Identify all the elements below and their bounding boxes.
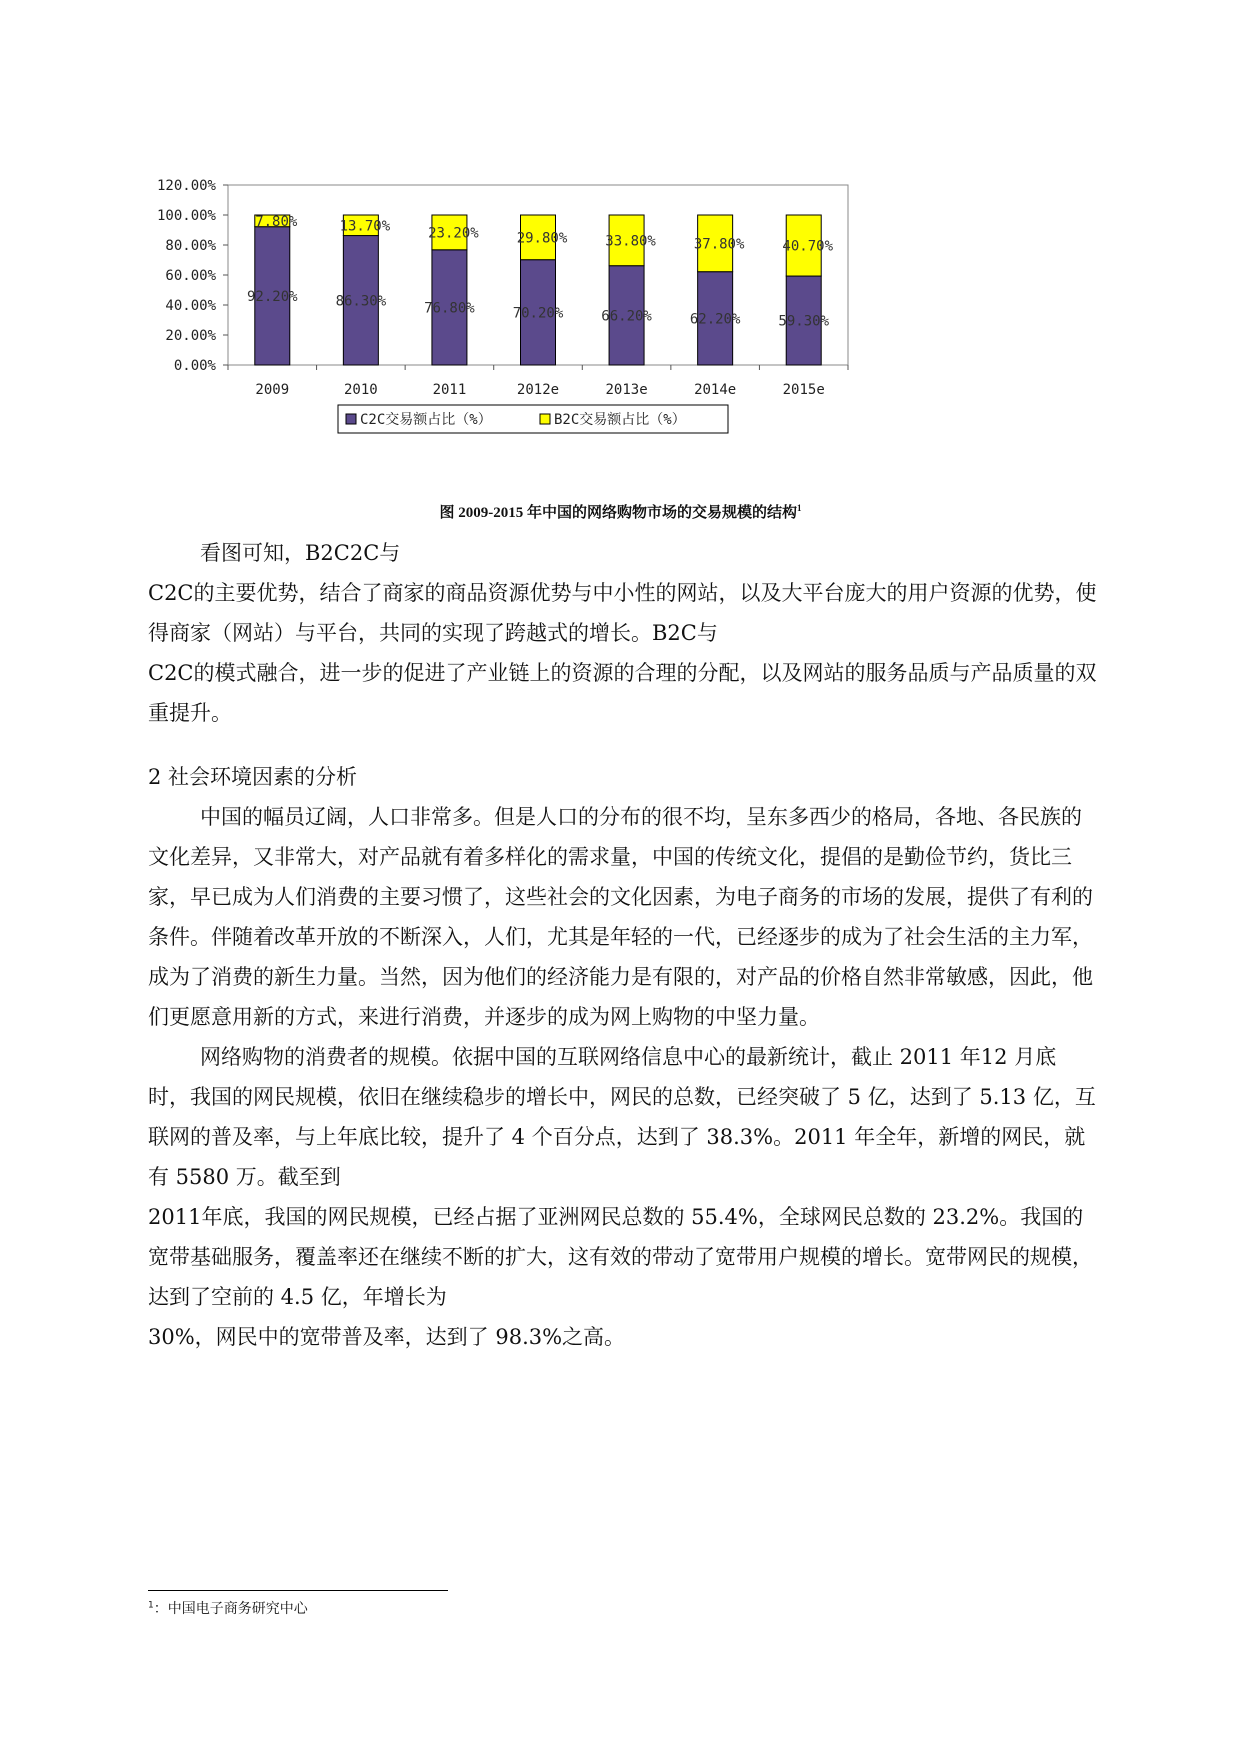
- footnote-divider: [148, 1590, 448, 1591]
- data-label-b2c: 33.80%: [605, 233, 656, 250]
- footnote-ref: 1: [148, 1600, 154, 1611]
- data-label-b2c: 23.20%: [428, 225, 479, 242]
- data-label-c2c: 62.20%: [689, 311, 741, 328]
- data-label-b2c: 7.80%: [255, 213, 298, 230]
- data-label-b2c: 40.70%: [782, 238, 834, 255]
- data-label-c2c: 70.20%: [512, 305, 564, 322]
- y-tick-label: 40.00%: [165, 298, 216, 314]
- data-label-b2c: 29.80%: [516, 230, 568, 247]
- paragraph: 网络购物的消费者的规模。依据中国的互联网络信息中心的最新统计，截止 2011 年12 月底时，我国的网民规模，依旧在继续稳步的增长中，网民的总数，已经突破了 5 亿，达到了 5.13 亿，互联网的普及率，与上年底比较，提升了 4 个百分点，达到了 38.3%。2011 年全年，新增的网民，就有 5580 万。截至到: [148, 1045, 1096, 1189]
- x-tick-label: 2012e: [516, 382, 560, 398]
- data-label-c2c: 76.80%: [424, 300, 475, 317]
- x-tick-label: 2013e: [605, 382, 648, 398]
- figure-caption: [0, 501, 1241, 522]
- paragraph: 2011年底，我国的网民规模，已经占据了亚洲网民总数的 55.4%，全球网民总数的 23.2%。我国的宽带基础服务，覆盖率还在继续不断的扩大，这有效的带动了宽带用户规模的增长。宽带网民的规模，达到了空前的 4.5 亿，年增长为: [148, 1205, 1093, 1309]
- caption-footnote-ref: 1: [797, 503, 802, 513]
- paragraph: C2C的主要优势，结合了商家的商品资源优势与中小性的网站，以及大平台庞大的用户资源的优势，使得商家（网站）与平台，共同的实现了跨越式的增长。B2C与: [148, 581, 1097, 645]
- x-tick-label: 2010: [343, 382, 378, 398]
- footnote-text: ：中国电子商务研究中心: [153, 1601, 308, 1617]
- legend-swatch-c2c: [346, 414, 356, 424]
- paragraph-gap: [148, 733, 1098, 757]
- x-tick-label: 2009: [255, 382, 290, 398]
- legend-swatch-b2c: [540, 414, 550, 424]
- y-tick-label: 0.00%: [173, 358, 216, 374]
- paragraph: 30%，网民中的宽带普及率，达到了 98.3%之高。: [148, 1325, 626, 1349]
- data-label-c2c: 86.30%: [335, 293, 387, 310]
- paragraph: C2C的模式融合，进一步的促进了产业链上的资源的合理的分配，以及网站的服务品质与产品质量的双重提升。: [148, 661, 1097, 725]
- data-label-c2c: 59.30%: [778, 313, 830, 330]
- caption-text: 图 2009-2015 年中国的网络购物市场的交易规模的结构: [439, 505, 797, 521]
- paragraph: 看图可知，B2C2C与: [200, 541, 401, 565]
- paragraph: 中国的幅员辽阔，人口非常多。但是人口的分布的很不均，呈东多西少的格局，各地、各民族的文化差异，又非常大，对产品就有着多样化的需求量，中国的传统文化，提倡的是勤俭节约，货比三家，早已成为人们消费的主要习惯了，这些社会的文化因素，为电子商务的市场的发展，提供了有利的条件。伴随着改革开放的不断深入，人们，尤其是年轻的一代，已经逐步的成为了社会生活的主力军，成为了消费的新生力量。当然，因为他们的经济能力是有限的，对产品的价格自然非常敏感，因此，他们更愿意用新的方式，来进行消费，并逐步的成为网上购物的中坚力量。: [148, 805, 1093, 1029]
- paragraph: 2 社会环境因素的分析: [148, 765, 358, 789]
- x-tick-label: 2014e: [694, 382, 737, 398]
- data-label-c2c: 66.20%: [601, 308, 652, 325]
- data-label-b2c: 13.70%: [339, 218, 391, 235]
- y-tick-label: 80.00%: [165, 238, 216, 254]
- y-tick-label: 20.00%: [165, 328, 216, 344]
- legend-label-b2c: B2C交易额占比（%）: [554, 412, 686, 428]
- data-label-b2c: 37.80%: [693, 236, 745, 253]
- x-tick-label: 2011: [432, 382, 467, 398]
- stacked-bar-chart: [150, 178, 970, 498]
- y-tick-label: 120.00%: [156, 178, 216, 194]
- legend-label-c2c: C2C交易额占比（%）: [360, 412, 492, 428]
- footnote: [148, 1598, 308, 1618]
- y-tick-label: 100.00%: [156, 208, 216, 224]
- data-label-c2c: 92.20%: [246, 288, 298, 305]
- body-text: [148, 533, 1098, 1357]
- x-tick-label: 2015e: [782, 382, 825, 398]
- y-tick-label: 60.00%: [165, 268, 216, 284]
